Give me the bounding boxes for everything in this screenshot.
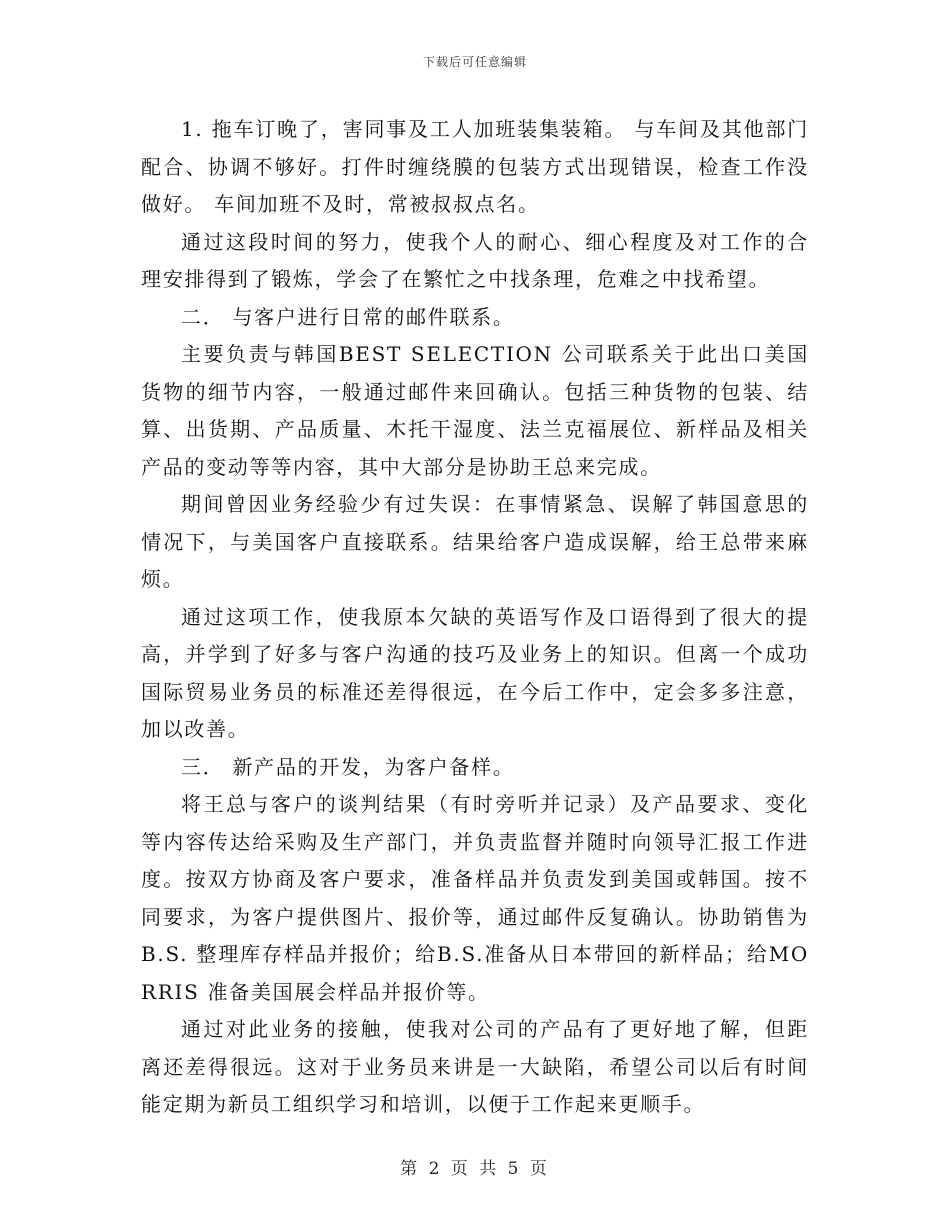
- paragraph: 通过这项工作，使我原本欠缺的英语写作及口语得到了很大的提高，并学到了好多与客户沟通的技巧及业务上的知识。但离一个成功国际贸易业务员的标准还差得很远，在今后工作中，定会多多注意，加以改善。: [141, 604, 809, 741]
- paragraph: 通过对此业务的接触，使我对公司的产品有了更好地了解，但距离还差得很远。这对于业务员来讲是一大缺陷，希望公司以后有时间能定期为新员工组织学习和培训，以便于工作起来更顺手。: [141, 1017, 809, 1116]
- document-body: [141, 111, 809, 1124]
- paragraph: 通过这段时间的努力，使我个人的耐心、细心程度及对工作的合理安排得到了锻炼，学会了在繁忙之中找条理，危难之中找希望。: [141, 229, 809, 291]
- paragraph: 将王总与客户的谈判结果（有时旁听并记录）及产品要求、变化等内容传达给采购及生产部门，并负责监督并随时向领导汇报工作进度。按双方协商及客户要求，准备样品并负责发到美国或韩国。按不同要求，为客户提供图片、报价等，通过邮件反复确认。协助销售为B.S. 整理库存样品并报价；给B.S.准备从日本带回的新样品；给MORRIS 准备美国展会样品并报价等。: [141, 792, 809, 1004]
- page-number: 第 2 页 共 5 页: [400, 1159, 550, 1179]
- paragraph: 主要负责与韩国BEST SELECTION 公司联系关于此出口美国货物的细节内容，一般通过邮件来回确认。包括三种货物的包装、结算、出货期、产品质量、木托干湿度、法兰克福展位、新样品及相关产品的变动等等内容，其中大部分是协助王总来完成。: [141, 342, 809, 479]
- header-note: 下载后可任意编辑: [422, 55, 527, 69]
- section-heading: 二． 与客户进行日常的邮件联系。: [181, 304, 515, 329]
- paragraph: 期间曾因业务经验少有过失误：在事情紧急、误解了韩国意思的情况下，与美国客户直接联系。结果给客户造成误解，给王总带来麻烦。: [141, 492, 809, 591]
- paragraph: 1. 拖车订晚了，害同事及工人加班装集装箱。 与车间及其他部门配合、协调不够好。打件时缠绕膜的包装方式出现错误，检查工作没做好。 车间加班不及时，常被叔叔点名。: [141, 117, 809, 216]
- section-heading: 三． 新产品的开发，为客户备样。: [181, 754, 515, 779]
